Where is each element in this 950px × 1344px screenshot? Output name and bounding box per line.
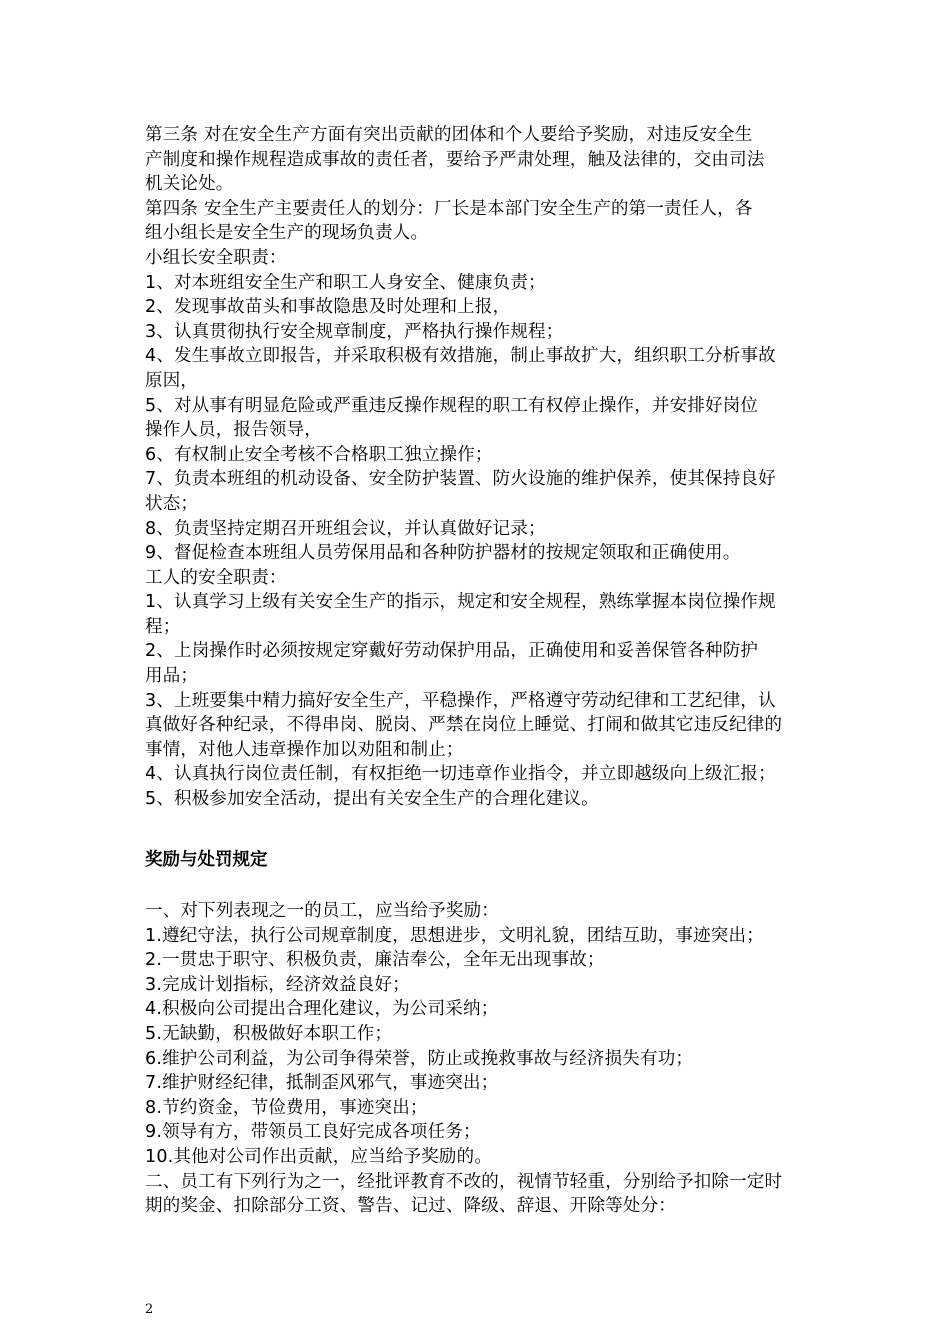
text-line: 小组长安全职责： [145,247,287,268]
section-heading: 奖励与处罚规定 [145,850,268,870]
text-line: 一、对下列表现之一的员工，应当给予奖励： [145,901,499,921]
text-line: 1、认真学习上级有关安全生产的指示，规定和安全规程，熟练掌握本岗位操作规 [145,592,776,613]
text-line: 3、上班要集中精力搞好安全生产，平稳操作，严格遵守劳动纪律和工艺纪律，认 [145,690,776,711]
text-line: 5.无缺勤，积极做好本职工作； [145,1023,393,1044]
text-line: 3.完成计划指标，经济效益良好； [145,974,410,995]
text-line: 4、认真执行岗位责任制，有权拒绝一切违章作业指令，并立即越级向上级汇报； [145,764,776,785]
text-line: 7.维护财经纪律，抵制歪风邪气，事迹突出； [145,1073,499,1094]
text-line: 真做好各种纪录，不得串岗、脱岗、严禁在岗位上睡觉、打闹和做其它违反纪律的 [145,715,783,736]
text-line: 2、上岗操作时必须按规定穿戴好劳动保护用品，正确使用和妥善保管各种防护 [145,641,759,662]
text-line: 6、有权制止安全考核不合格职工独立操作； [145,444,493,465]
text-line: 程； [145,616,181,637]
text-line: 10.其他对公司作出贡献，应当给予奖励的。 [145,1146,493,1167]
text-line: 工人的安全职责： [145,567,287,588]
text-line: 操作人员，报告领导， [145,420,322,441]
text-line: 第三条 对在安全生产方面有突出贡献的团体和个人要给予奖励，对违反安全生 [145,125,753,145]
text-line: 4、发生事故立即报告，并采取积极有效措施，制止事故扩大，组织职工分析事故 [145,346,776,367]
text-line: 产制度和操作规程造成事故的责任者，要给予严肃处理，触及法律的，交由司法 [145,149,765,170]
text-line: 7、负责本班组的机动设备、安全防护装置、防火设施的维护保养，使其保持良好 [145,469,776,490]
text-line: 9.领导有方，带领员工良好完成各项任务； [145,1122,481,1143]
section-rewards [145,899,810,1219]
text-line: 二、员工有下列行为之一，经批评教育不改的，视情节轻重，分别给予扣除一定时 [145,1171,783,1192]
text-line: 第四条 安全生产主要责任人的划分：厂长是本部门安全生产的第一责任人，各 [145,198,753,219]
text-line: 2.一贯忠于职守、积极负责，廉洁奉公，全年无出现事故； [145,950,605,971]
page-number: 2 [145,1302,154,1317]
text-line: 6.维护公司利益，为公司争得荣誉，防止或挽救事故与经济损失有功； [145,1048,694,1069]
text-line: 9、督促检查本班组人员劳保用品和各种防护器材的按规定领取和正确使用。 [145,543,741,564]
text-line: 用品； [145,666,199,687]
text-line: 状态； [145,493,199,514]
text-line: 2、发现事故苗头和事故隐患及时处理和上报， [145,297,511,318]
text-line: 5、积极参加安全活动，提出有关安全生产的合理化建议。 [145,789,599,810]
text-line: 1.遵纪守法，执行公司规章制度，思想进步，文明礼貌，团结互助，事迹突出； [145,925,764,946]
text-line: 1、对本班组安全生产和职工人身安全、健康负责； [145,272,546,293]
text-line: 3、认真贯彻执行安全规章制度，严格执行操作规程； [145,321,564,342]
section-safety-duties [145,123,810,812]
text-line: 8、负责坚持定期召开班组会议，并认真做好记录； [145,518,546,539]
text-line: 8.节约资金，节俭费用，事迹突出； [145,1097,428,1118]
text-line: 机关论处。 [145,174,234,195]
text-line: 事情，对他人违章操作加以劝阻和制止； [145,739,464,760]
text-line: 4.积极向公司提出合理化建议，为公司采纳； [145,999,499,1020]
text-line: 期的奖金、扣除部分工资、警告、记过、降级、辞退、开除等处分： [145,1196,676,1217]
text-line: 5、对从事有明显危险或严重违反操作规程的职工有权停止操作，并安排好岗位 [145,395,759,416]
text-line: 组小组长是安全生产的现场负责人。 [145,223,429,244]
text-line: 原因， [145,370,199,391]
